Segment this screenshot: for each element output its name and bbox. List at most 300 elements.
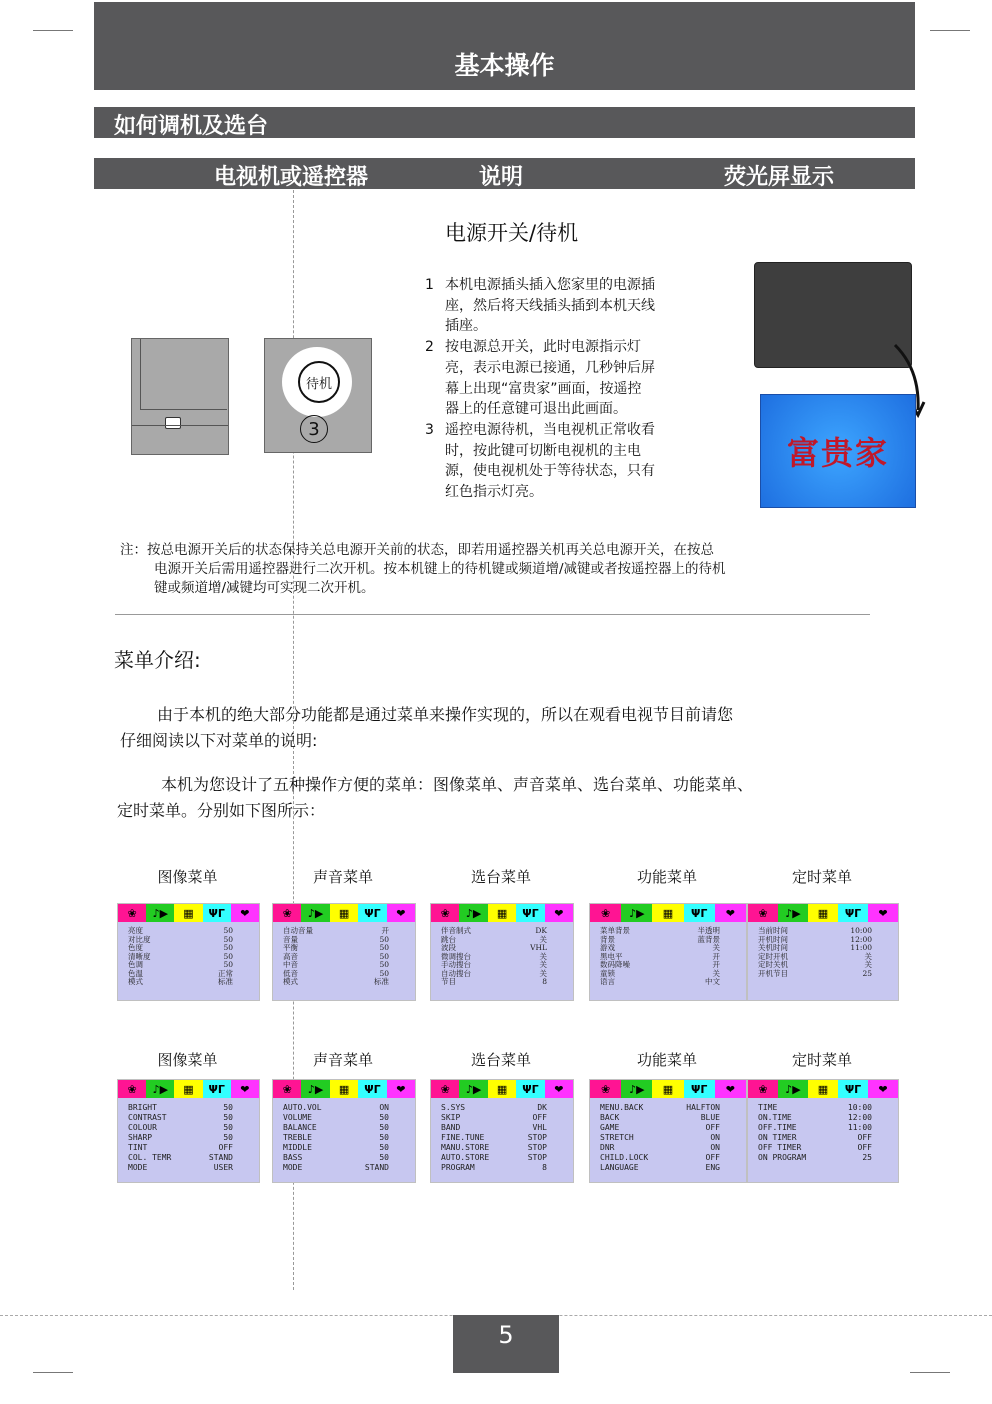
osd-row-value: 标准: [374, 977, 389, 986]
power-steps: [425, 275, 725, 503]
power-step: [425, 420, 725, 503]
osd-row: [128, 1123, 253, 1133]
osd-row-value: DK: [537, 1103, 547, 1112]
power-step: [425, 337, 725, 420]
osd-row: [283, 1163, 409, 1173]
osd-row: [128, 936, 253, 945]
timer-icon: ❤: [231, 904, 259, 922]
paragraph-line: 定时菜单。分别如下图所示：: [117, 801, 326, 820]
power-step: [425, 275, 725, 337]
osd-row: [128, 1143, 253, 1153]
sound-icon: ♪▶: [621, 904, 652, 922]
menu-intro-paragraph-2: [117, 772, 877, 824]
timer-icon: ❤: [387, 1080, 415, 1098]
osd-row-value: OFF: [705, 1153, 720, 1162]
osd-row-label: 定时关机: [758, 960, 788, 969]
osd-icon-bar: [590, 904, 746, 922]
osd-row-label: 童锁: [600, 968, 615, 978]
osd-menu-title: 选台菜单: [470, 868, 531, 886]
osd-row: [283, 1133, 409, 1143]
osd-row-label: OFF.TIME: [758, 1123, 797, 1132]
tv-panel-illustration: [131, 338, 229, 455]
picture-icon: ❀: [273, 1080, 301, 1098]
paragraph-line: 由于本机的绝大部分功能都是通过菜单来操作实现的，所以在观看电视节目前请您: [157, 705, 734, 724]
osd-row-value: 半透明: [697, 926, 720, 935]
osd-rows: [431, 1098, 573, 1173]
timer-icon: ❤: [545, 904, 573, 922]
note-line: 电源开关后需用遥控器进行二次开机。按本机键上的待机键或频道增/减键或者按遥控器上的待机: [154, 561, 726, 577]
osd-row-value: 开: [381, 926, 389, 935]
osd-row: [283, 953, 409, 962]
osd-row-label: BACK: [600, 1113, 620, 1122]
osd-icon-bar: [431, 1080, 573, 1098]
remote-step-number: [300, 415, 328, 443]
osd-icon-bar: [590, 1080, 746, 1098]
osd-icon-bar: [118, 1080, 259, 1098]
osd-row-label: 高音: [283, 951, 298, 961]
osd-row: [283, 1103, 409, 1113]
osd-row-value: OFF: [857, 1143, 872, 1152]
timer-icon: ❤: [231, 1080, 259, 1098]
sound-icon: ♪▶: [778, 904, 808, 922]
osd-row-value: STOP: [527, 1133, 547, 1142]
osd-menu: [430, 903, 574, 1001]
osd-icon-bar: [118, 904, 259, 922]
osd-row-label: LANGUAGE: [600, 1163, 639, 1172]
osd-row-label: 平衡: [283, 943, 298, 952]
osd-row: [758, 1103, 892, 1113]
osd-row-label: AUTO.VOL: [283, 1103, 322, 1112]
osd-row-value: 50: [223, 1123, 233, 1132]
osd-row-label: 色调: [128, 960, 143, 969]
channel-icon: ▦: [808, 1080, 838, 1098]
osd-row: [600, 1103, 740, 1113]
osd-row-value: 10:00: [847, 1103, 872, 1112]
osd-row-value: 关: [539, 960, 547, 969]
osd-row-label: 自动搜台: [441, 968, 471, 978]
menu-intro-paragraph-1: [120, 702, 880, 754]
osd-row-value: HALFTON: [686, 1103, 720, 1112]
osd-row-value: STAND: [208, 1153, 233, 1162]
sound-icon: ♪▶: [459, 1080, 487, 1098]
page-number: 5: [498, 1321, 514, 1349]
osd-row-label: MANU.STORE: [441, 1143, 490, 1152]
osd-row-label: ON.TIME: [758, 1113, 792, 1122]
osd-row-label: 模式: [128, 977, 143, 986]
timer-icon: ❤: [715, 904, 746, 922]
channel-icon: ▦: [488, 1080, 516, 1098]
osd-row-label: 节目: [441, 977, 456, 986]
osd-row: [441, 1123, 567, 1133]
osd-row-value: ON: [710, 1143, 720, 1152]
function-icon: ΨΓ: [516, 904, 544, 922]
page-title: 基本操作: [454, 51, 555, 80]
column-header-device: 电视机或遥控器: [214, 165, 369, 190]
osd-row: [283, 1153, 409, 1163]
paragraph-line: 仔细阅读以下对菜单的说明:: [120, 731, 318, 750]
osd-row-value: 12:00: [850, 934, 872, 944]
section-title: 如何调机及选台: [114, 114, 269, 139]
power-step-line: 按电源总开关，此时电源指示灯: [445, 339, 641, 356]
osd-row-label: 色度: [128, 943, 143, 952]
tv-power-switch: [165, 417, 181, 429]
osd-icon-bar: [431, 904, 573, 922]
osd-row-value: ON: [710, 1133, 720, 1142]
function-icon: ΨΓ: [838, 1080, 868, 1098]
osd-menu: [747, 903, 899, 1001]
osd-row-value: STOP: [527, 1143, 547, 1152]
function-icon: ΨΓ: [684, 904, 715, 922]
power-step-line: 时，按此键可切断电视机的主电: [445, 442, 641, 459]
osd-row-label: TREBLE: [283, 1133, 312, 1142]
osd-row-label: 亮度: [128, 926, 143, 935]
osd-row-label: 开机时间: [758, 934, 788, 944]
osd-row: [600, 1133, 740, 1143]
osd-row: [128, 1113, 253, 1123]
osd-row-label: MODE: [283, 1163, 303, 1172]
column-header-bar: [94, 158, 915, 189]
osd-row-value: DK: [535, 926, 547, 935]
picture-icon: ❀: [118, 904, 146, 922]
osd-row-value: 11:00: [847, 1123, 872, 1132]
osd-row-value: 50: [223, 943, 233, 952]
picture-icon: ❀: [590, 1080, 621, 1098]
sound-icon: ♪▶: [459, 904, 487, 922]
channel-icon: ▦: [652, 1080, 683, 1098]
osd-row: [441, 1133, 567, 1143]
osd-row-value: 50: [379, 943, 389, 952]
power-step-line: 本机电源插头插入您家里的电源插: [445, 277, 655, 293]
osd-row-label: 清晰度: [128, 951, 151, 961]
osd-row: [283, 961, 409, 970]
channel-icon: ▦: [488, 904, 516, 922]
osd-row-value: 关: [712, 968, 720, 978]
osd-row-value: 50: [379, 934, 389, 944]
picture-icon: ❀: [273, 904, 301, 922]
sound-icon: ♪▶: [146, 904, 174, 922]
osd-row-label: BALANCE: [283, 1123, 317, 1132]
osd-row-value: 8: [542, 1163, 547, 1172]
osd-row: [441, 1103, 567, 1113]
osd-menu-title: 定时菜单: [791, 868, 852, 886]
channel-icon: ▦: [808, 904, 838, 922]
power-step-line: 源，使电视机处于等待状态，只有: [445, 463, 655, 480]
function-icon: ΨΓ: [358, 904, 386, 922]
osd-row-value: 蓝背景: [697, 934, 720, 944]
osd-row-label: 语言: [600, 977, 615, 986]
osd-row: [758, 1113, 892, 1123]
osd-row-label: 跳台: [441, 934, 456, 944]
osd-rows: [748, 922, 898, 978]
channel-icon: ▦: [174, 1080, 202, 1098]
osd-row: [600, 1153, 740, 1163]
osd-row-value: 中文: [705, 977, 720, 986]
power-step-number: 3: [425, 421, 434, 438]
osd-row-value: 50: [379, 1113, 389, 1122]
osd-row: [600, 1163, 740, 1173]
picture-icon: ❀: [748, 1080, 778, 1098]
osd-row: [441, 927, 567, 936]
osd-row: [600, 1113, 740, 1123]
osd-row-label: 游戏: [600, 943, 615, 952]
power-step-number: 1: [425, 277, 434, 293]
osd-row-value: 11:00: [850, 943, 872, 952]
column-header-screen: 荧光屏显示: [724, 165, 835, 190]
osd-row-label: 菜单背景: [600, 926, 630, 935]
osd-row-value: 50: [223, 1113, 233, 1122]
menu-intro-title: 菜单介绍:: [114, 648, 201, 672]
osd-row-value: 25: [862, 968, 872, 978]
osd-row-label: 波段: [441, 943, 456, 952]
sound-icon: ♪▶: [146, 1080, 174, 1098]
power-step-line: 红色指示灯亮。: [445, 484, 543, 501]
osd-row-label: 手动搜台: [441, 960, 471, 969]
osd-row-value: OFF: [857, 1133, 872, 1142]
osd-row-value: VHL: [532, 1123, 547, 1132]
osd-row-value: OFF: [705, 1123, 720, 1132]
paragraph-line: 本机为您设计了五种操作方便的菜单：图像菜单、声音菜单、选台菜单、功能菜单、: [161, 775, 754, 794]
osd-row-label: MIDDLE: [283, 1143, 312, 1152]
osd-row: [758, 1133, 892, 1143]
osd-row-label: BAND: [441, 1123, 461, 1132]
osd-icon-bar: [273, 1080, 415, 1098]
osd-row-label: FINE.TUNE: [441, 1133, 485, 1142]
function-icon: ΨΓ: [203, 1080, 231, 1098]
osd-row: [441, 1163, 567, 1173]
power-step-line: 插座。: [445, 318, 487, 335]
osd-row-label: 伴音制式: [441, 926, 471, 935]
osd-row-label: STRETCH: [600, 1133, 634, 1142]
osd-row-label: 低音: [283, 968, 298, 978]
osd-row: [128, 1133, 253, 1143]
osd-rows: [273, 1098, 415, 1173]
osd-row: [758, 1123, 892, 1133]
osd-row: [441, 936, 567, 945]
function-icon: ΨΓ: [684, 1080, 715, 1098]
osd-rows: [748, 1098, 898, 1163]
column-header-description: 说明: [479, 165, 524, 190]
osd-row-label: 微调搜台: [441, 951, 471, 961]
osd-row-label: 模式: [283, 977, 298, 986]
osd-row-label: CONTRAST: [128, 1113, 167, 1122]
osd-row-value: 关: [539, 951, 547, 961]
osd-row-value: BLUE: [700, 1113, 720, 1122]
osd-icon-bar: [748, 904, 898, 922]
timer-icon: ❤: [387, 904, 415, 922]
osd-rows: [118, 1098, 259, 1173]
picture-icon: ❀: [590, 904, 621, 922]
osd-menu: [747, 1079, 899, 1183]
timer-icon: ❤: [868, 904, 898, 922]
osd-row: [758, 1153, 892, 1163]
osd-row: [128, 1153, 253, 1163]
osd-row-value: ENG: [705, 1163, 720, 1172]
osd-row-value: 50: [379, 1143, 389, 1152]
osd-row-label: 定时开机: [758, 951, 788, 961]
osd-row: [283, 978, 409, 987]
screen-brand-text: 富贵家: [786, 434, 889, 472]
note-line: 注：按总电源开关后的状态保持关总电源开关前的状态，即若用遥控器关机再关总电源开关，在按总: [120, 542, 714, 558]
page-number-box: [453, 1315, 559, 1373]
osd-row-label: 音量: [283, 934, 298, 944]
osd-row-label: 黑电平: [600, 951, 623, 961]
picture-icon: ❀: [748, 904, 778, 922]
osd-row-label: ON PROGRAM: [758, 1153, 807, 1162]
osd-row-label: SKIP: [441, 1113, 461, 1122]
tv-panel-strip: [132, 425, 228, 426]
power-step-number: 2: [425, 339, 434, 356]
remote-step-number-text: 3: [308, 418, 320, 440]
osd-row: [283, 1123, 409, 1133]
osd-row-value: 50: [379, 1153, 389, 1162]
osd-row: [600, 978, 740, 987]
osd-rows: [431, 922, 573, 987]
power-step-line: 器上的任意键可退出此画面。: [445, 401, 627, 418]
osd-row-value: 10:00: [850, 926, 872, 935]
osd-row-value: OFF: [218, 1143, 233, 1152]
standby-button[interactable]: [298, 361, 340, 403]
function-icon: ΨΓ: [838, 904, 868, 922]
osd-menu: [430, 1079, 574, 1183]
osd-row-label: 当前时间: [758, 926, 788, 935]
osd-row: [283, 927, 409, 936]
osd-menu: [589, 1079, 747, 1183]
picture-icon: ❀: [431, 904, 459, 922]
picture-icon: ❀: [118, 1080, 146, 1098]
osd-row-value: 关: [539, 968, 547, 978]
power-step-line: 座，然后将天线插头插到本机天线: [445, 297, 655, 314]
osd-row-value: 50: [223, 960, 233, 969]
osd-row: [758, 1143, 892, 1153]
channel-icon: ▦: [174, 904, 202, 922]
tv-panel-frame: [140, 339, 227, 410]
osd-row-label: COLOUR: [128, 1123, 157, 1132]
sound-icon: ♪▶: [778, 1080, 808, 1098]
osd-row-label: S.SYS: [441, 1103, 466, 1112]
osd-menu-title: 功能菜单: [636, 1051, 697, 1069]
osd-row-label: 中音: [283, 960, 298, 969]
osd-row-value: 50: [223, 1103, 233, 1112]
timer-icon: ❤: [545, 1080, 573, 1098]
osd-row-value: 标准: [218, 977, 233, 986]
osd-row-label: 关机时间: [758, 943, 788, 952]
osd-row: [283, 944, 409, 953]
osd-row-label: GAME: [600, 1123, 620, 1132]
osd-menu-title: 图像菜单: [157, 1051, 218, 1069]
osd-row-label: DNR: [600, 1143, 615, 1152]
osd-row: [128, 970, 253, 979]
osd-row-value: 50: [223, 926, 233, 935]
osd-menu: [272, 1079, 416, 1183]
osd-row: [283, 1143, 409, 1153]
osd-row-label: 开机节目: [758, 968, 788, 978]
function-icon: ΨΓ: [516, 1080, 544, 1098]
osd-row: [283, 970, 409, 979]
osd-row: [441, 1153, 567, 1163]
sound-icon: ♪▶: [621, 1080, 652, 1098]
channel-icon: ▦: [652, 904, 683, 922]
osd-row-value: 关: [864, 960, 872, 969]
osd-row-label: COL. TEMR: [128, 1153, 172, 1162]
osd-row: [283, 1113, 409, 1123]
osd-row-value: 开: [712, 951, 720, 961]
osd-menu: [117, 1079, 260, 1183]
osd-row-label: BASS: [283, 1153, 303, 1162]
osd-row-value: 关: [864, 951, 872, 961]
remote-illustration: [264, 338, 372, 453]
crop-mark: [33, 1372, 73, 1373]
osd-row-label: MENU.BACK: [600, 1103, 644, 1112]
osd-row: [128, 978, 253, 987]
osd-row-value: 8: [542, 977, 547, 986]
osd-row: [758, 970, 892, 979]
osd-row-value: 开: [712, 960, 720, 969]
standby-button-label: 待机: [305, 376, 332, 392]
header-bar: [94, 2, 915, 90]
osd-row: [128, 1103, 253, 1113]
osd-menu-title: 图像菜单: [157, 868, 218, 886]
crop-mark: [910, 1372, 950, 1373]
osd-row-value: 50: [379, 951, 389, 961]
osd-row-label: 数码降噪: [600, 960, 630, 969]
screen-standby-illustration: [754, 262, 912, 368]
osd-row-value: 50: [379, 1133, 389, 1142]
osd-menu-title: 定时菜单: [791, 1051, 852, 1069]
osd-row-label: VOLUME: [283, 1113, 312, 1122]
osd-row-label: OFF TIMER: [758, 1143, 802, 1152]
osd-row: [128, 961, 253, 970]
timer-icon: ❤: [715, 1080, 746, 1098]
osd-row-value: 关: [539, 934, 547, 944]
osd-rows: [118, 922, 259, 987]
osd-row-label: SHARP: [128, 1133, 153, 1142]
osd-row-value: 50: [379, 960, 389, 969]
osd-row: [600, 1123, 740, 1133]
osd-row: [441, 1143, 567, 1153]
osd-row: [283, 936, 409, 945]
osd-row-label: CHILD.LOCK: [600, 1153, 649, 1162]
osd-row-value: VHL: [530, 943, 547, 952]
osd-row: [441, 978, 567, 987]
osd-row-value: 50: [379, 1123, 389, 1132]
section-bar: [94, 107, 915, 138]
screen-fuguijia-illustration: [760, 394, 916, 508]
osd-row: [128, 953, 253, 962]
function-icon: ΨΓ: [358, 1080, 386, 1098]
osd-menu: [589, 903, 747, 1001]
osd-row-label: AUTO.STORE: [441, 1153, 490, 1162]
osd-row-value: 50: [379, 968, 389, 978]
osd-rows: [273, 922, 415, 987]
osd-row-value: 25: [862, 1153, 872, 1162]
osd-menu-title: 声音菜单: [312, 1051, 373, 1069]
osd-row-value: 50: [223, 934, 233, 944]
channel-icon: ▦: [330, 1080, 358, 1098]
osd-row-value: 50: [223, 951, 233, 961]
osd-icon-bar: [748, 1080, 898, 1098]
osd-row-label: 色温: [128, 968, 143, 978]
crop-mark: [930, 30, 970, 31]
channel-icon: ▦: [330, 904, 358, 922]
osd-row: [441, 1113, 567, 1123]
osd-row: [128, 1163, 253, 1173]
osd-row-value: STAND: [364, 1163, 389, 1172]
osd-row: [441, 970, 567, 979]
osd-row: [600, 1143, 740, 1153]
osd-row-value: USER: [213, 1163, 233, 1172]
osd-row-label: TINT: [128, 1143, 148, 1152]
power-step-line: 幕上出现“富贵家”画面，按遥控: [445, 380, 642, 397]
